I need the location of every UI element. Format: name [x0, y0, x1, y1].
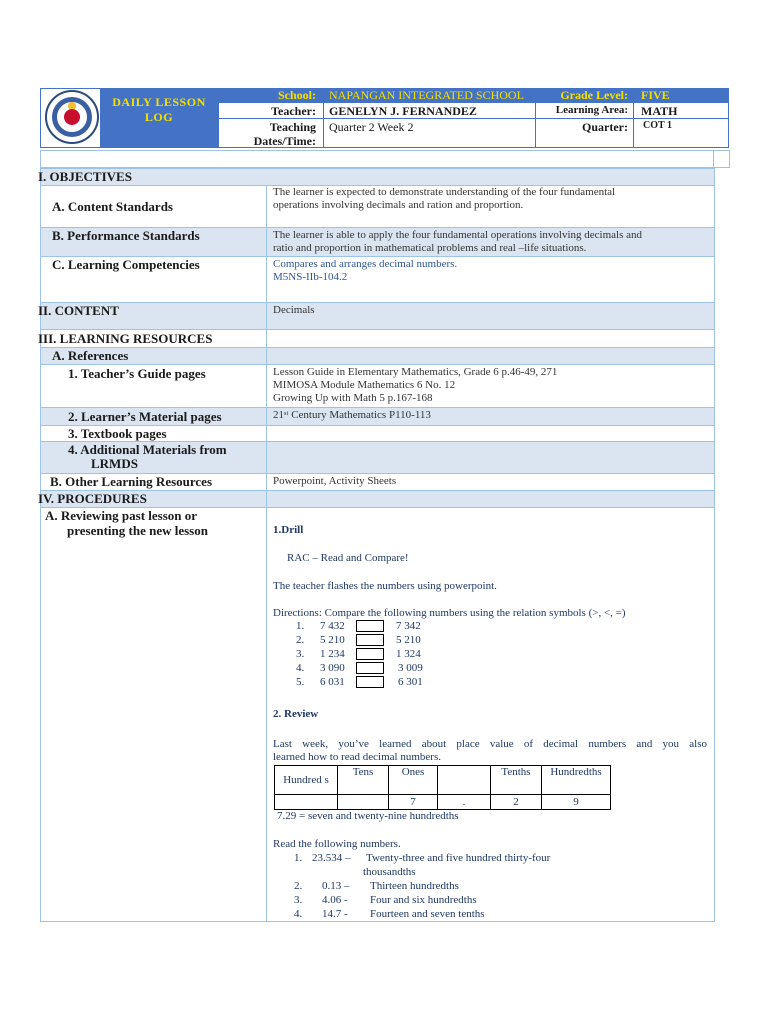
spacer-row	[40, 150, 730, 168]
review-title: 2. Review	[273, 708, 319, 720]
textbook-label: 3. Textbook pages	[68, 426, 167, 441]
other-resources-label: B. Other Learning Resources	[50, 474, 213, 489]
read-title: Read the following numbers.	[273, 838, 401, 850]
review-text: Last week, you’ve learned about place value of decimal numbers and you also learned how to read decimal numbers.	[273, 738, 707, 763]
school-value: NAPANGAN INTEGRATED SCHOOL	[329, 88, 524, 102]
pv-cell: 9	[542, 795, 611, 810]
content-standards-label: A. Content Standards	[52, 199, 173, 214]
rac-text: RAC – Read and Compare!	[287, 552, 409, 564]
additional-materials-label: 4. Additional Materials from LRMDS	[68, 442, 227, 471]
pv-header: Ones	[389, 766, 438, 795]
other-resources-text: Powerpoint, Activity Sheets	[273, 475, 397, 487]
learning-competencies-label: C. Learning Competencies	[52, 257, 200, 272]
references-label: A. References	[52, 348, 129, 363]
school-label: School:	[277, 88, 316, 102]
resources-heading: III. LEARNING RESOURCES	[38, 331, 213, 346]
grade-value: FIVE	[641, 88, 670, 102]
answer-box[interactable]	[356, 648, 384, 660]
drill-title: 1.Drill	[273, 524, 304, 536]
pv-cell	[338, 795, 389, 810]
content-standards-text: The learner is expected to demonstrate understanding of the four fundamental operations involving decimals and ration and proportion.	[273, 186, 616, 211]
performance-standards-text: The learner is able to apply the four fundamental operations involving decimals and ratio and proportion in mathematical problems and real –life situations.	[273, 229, 642, 254]
page-title: DAILY LESSON LOG	[112, 95, 206, 124]
pv-header: Hundred s	[275, 766, 338, 795]
answer-box[interactable]	[356, 620, 384, 632]
pv-header: Hundredths	[542, 766, 611, 795]
teacher-value: GENELYN J. FERNANDEZ	[329, 104, 477, 118]
pv-header: Tens	[338, 766, 389, 795]
objectives-heading: I. OBJECTIVES	[38, 169, 132, 184]
pv-header: Tenths	[491, 766, 542, 795]
pv-header	[438, 766, 491, 795]
dates-label: Teaching Dates/Time:	[253, 120, 316, 148]
answer-box[interactable]	[356, 634, 384, 646]
grade-label: Grade Level:	[560, 88, 628, 102]
area-value: MATH	[641, 104, 678, 118]
pv-cell: 2	[491, 795, 542, 810]
pv-cell	[275, 795, 338, 810]
pv-cell: 7	[389, 795, 438, 810]
answer-box[interactable]	[356, 676, 384, 688]
performance-standards-label: B. Performance Standards	[52, 228, 200, 243]
content-value: Decimals	[273, 304, 315, 316]
teachers-guide-label: 1. Teacher’s Guide pages	[68, 366, 206, 381]
compare-list: 1. 7 432 7 342 2. 5 210 5 210 3. 1 234 1 324 4. 3 090 3 009 5. 6 031 6 301	[296, 620, 423, 688]
flash-text: The teacher flashes the numbers using powerpoint.	[273, 580, 497, 592]
content-heading: II. CONTENT	[38, 303, 119, 318]
directions-text: Directions: Compare the following numbers using the relation symbols (>, <, =)	[273, 607, 626, 619]
teacher-label: Teacher:	[271, 104, 316, 118]
competencies-text: Compares and arranges decimal numbers. M5NS-IIb-104.2	[273, 258, 458, 283]
area-label: Learning Area:	[555, 104, 628, 116]
learners-material-text: 21ˢᵗ Century Mathematics P110-113	[273, 409, 431, 421]
dates-value: Quarter 2 Week 2	[329, 120, 414, 134]
quarter-value: COT 1	[643, 120, 672, 131]
pv-cell: .	[438, 795, 491, 810]
read-list: 1. 23.534 – Twenty-three and five hundred thirty-four thousandths 2. 0.13 – Thirteen hundredths 3. 4.06 - Four and six hundredths 4. 14.7 - Fourteen and seven tenths	[294, 852, 551, 920]
procedures-heading: IV. PROCEDURES	[38, 491, 147, 506]
learners-material-label: 2. Learner’s Material pages	[68, 409, 222, 424]
deped-seal-icon	[45, 90, 99, 144]
teachers-guide-text: Lesson Guide in Elementary Mathematics, Grade 6 p.46-49, 271 MIMOSA Module Mathematics 6 No. 12 Growing Up with Math 5 p.167-168	[273, 366, 558, 404]
answer-box[interactable]	[356, 662, 384, 674]
place-value-table	[274, 765, 611, 810]
example-text: 7.29 = seven and twenty-nine hundredths	[277, 810, 459, 822]
quarter-label: Quarter:	[582, 120, 628, 134]
reviewing-label: A. Reviewing past lesson or presenting the new lesson	[45, 508, 208, 538]
